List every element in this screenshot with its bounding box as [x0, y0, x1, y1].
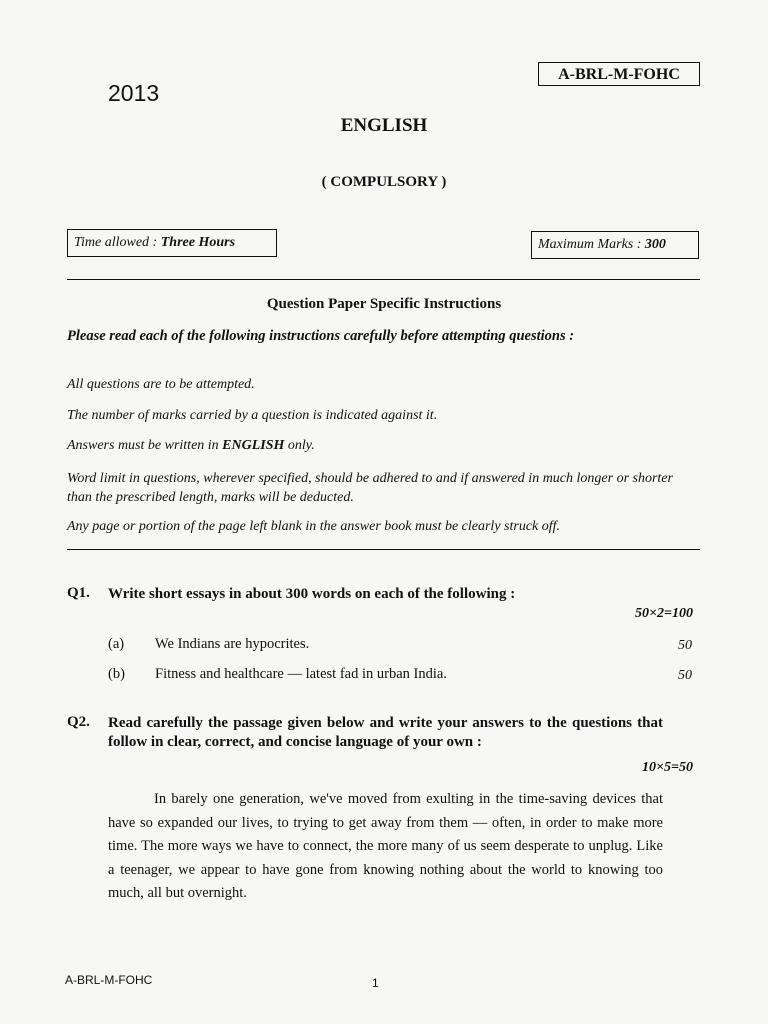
- exam-year: 2013: [108, 80, 160, 106]
- instruction-text: only.: [284, 438, 315, 453]
- q1-text: Write short essays in about 300 words on each of the following :: [108, 586, 516, 602]
- divider-top: [67, 279, 700, 280]
- q2-text: Read carefully the passage given below and write your answers to the questions that follow in clear, correct, and concise language of your own :: [108, 715, 663, 750]
- subject-title: ENGLISH: [340, 115, 428, 136]
- q2-number: Q2.: [67, 714, 90, 730]
- instruction-item: Word limit in questions, wherever specified, should be adhered to and if answered in much longer or shorter than the prescribed length, marks will be deducted.: [67, 471, 673, 505]
- instruction-item: The number of marks carried by a question is indicated against it.: [67, 408, 438, 423]
- marks-label: Maximum Marks :: [538, 237, 645, 252]
- marks-value: 300: [644, 237, 666, 252]
- instructions-title: Question Paper Specific Instructions: [266, 296, 502, 312]
- q1-marks: 50×2=100: [635, 606, 693, 621]
- instruction-text: Answers must be written in: [67, 438, 223, 453]
- compulsory-label: ( COMPULSORY ): [321, 174, 447, 190]
- instructions-lead: Please read each of the following instructions carefully before attempting questions :: [67, 328, 575, 344]
- maximum-marks-box: [531, 231, 699, 259]
- instruction-item: Any page or portion of the page left blank in the answer book must be clearly struck off.: [67, 519, 561, 534]
- q2-passage: In barely one generation, we've moved from exulting in the time-saving devices that have so expanded our lives, to trying to get away from them — often, in order to make more time. The more ways we have to connect, the more many of us seem desperate to unplug. Like a teenager, we appear to have gone from knowing nothing about the world to knowing too much, all but overnight.: [108, 791, 663, 901]
- time-label: Time allowed :: [74, 235, 161, 250]
- instruction-item: All questions are to be attempted.: [67, 377, 255, 392]
- instruction-item: [67, 436, 700, 455]
- q1b-marks: 50: [678, 668, 692, 683]
- divider-bottom: [67, 549, 700, 550]
- page-number: 1: [372, 976, 379, 990]
- q1b-label: (b): [108, 666, 125, 682]
- q1a-text: We Indians are hypocrites.: [155, 636, 310, 652]
- q1b-text: Fitness and healthcare — latest fad in urban India.: [155, 666, 447, 682]
- time-value: Three Hours: [160, 235, 236, 250]
- paper-code-box: A-BRL-M-FOHC: [538, 62, 700, 86]
- q1a-label: (a): [108, 636, 125, 652]
- q2-marks: 10×5=50: [642, 760, 693, 775]
- q1-number: Q1.: [67, 585, 90, 601]
- footer-paper-code: A-BRL-M-FOHC: [65, 973, 153, 987]
- instruction-emphasis: ENGLISH: [222, 438, 285, 453]
- time-allowed-box: [67, 229, 277, 257]
- q1a-marks: 50: [678, 638, 692, 653]
